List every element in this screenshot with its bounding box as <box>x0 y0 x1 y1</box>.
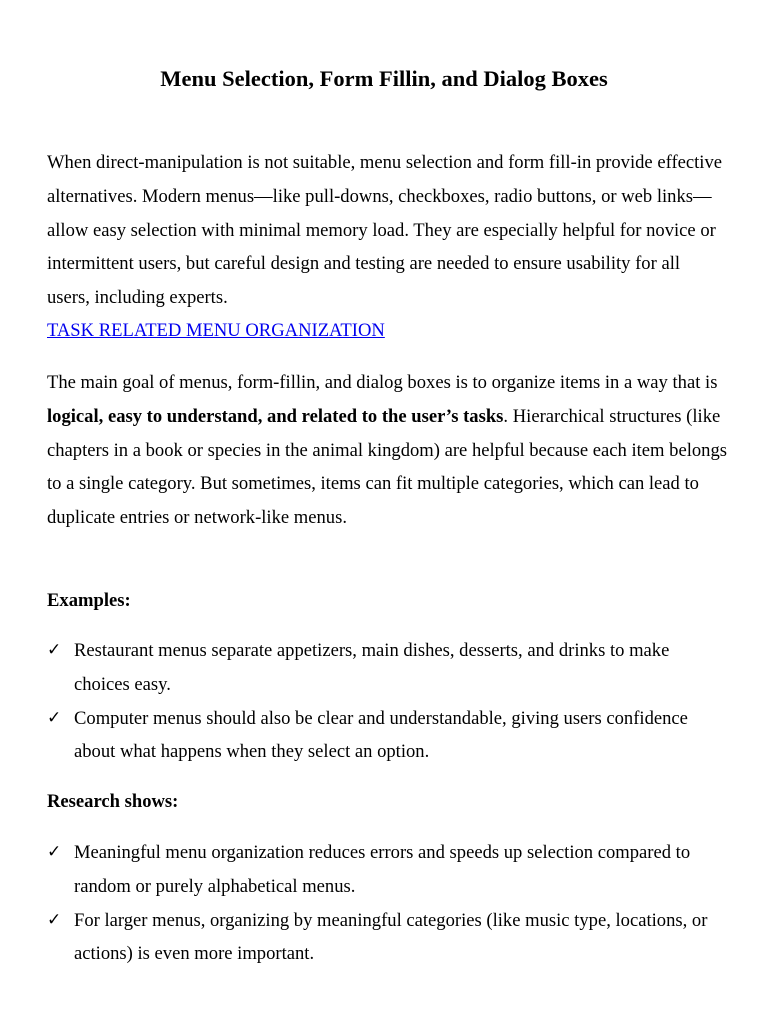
check-mark-icon: ✓ <box>47 707 62 728</box>
check-mark-icon: ✓ <box>47 909 62 930</box>
list-item <box>47 702 714 770</box>
research-list <box>47 836 727 971</box>
check-mark-icon: ✓ <box>47 640 62 660</box>
list-item-text: Computer menus should also be clear and understandable, giving users confidence about what happens when they select an option. <box>74 707 688 763</box>
goal-paragraph-text-before: The main goal of menus, form-fillin, and dialog boxes is to organize items in a way that is <box>47 372 718 393</box>
document-title: Menu Selection, Form Fillin, and Dialog Boxes <box>160 66 608 91</box>
list-item <box>47 836 714 904</box>
goal-paragraph-text-after: . Hierarchical structures (like chapters in a book or species in the animal kingdom) are helpful because each item belongs to a single category. But sometimes, items can fit multiple categories, which can lead to duplicate entries or network-like menus. <box>47 405 727 529</box>
intro-paragraph: When direct-manipulation is not suitable, menu selection and form fill-in provide effective alternatives. Modern menus—like pull-downs, checkboxes, radio buttons, or web links—allow easy selection with minimal memory load. They are especially helpful for novice or intermittent users, but careful design and testing are needed to ensure usability for all users, including experts. <box>47 152 723 309</box>
list-item-text: Meaningful menu organization reduces errors and speeds up selection compared to random or purely alphabetical menus. <box>74 842 691 897</box>
goal-paragraph <box>47 366 727 535</box>
section-link-task-related-menu-organization[interactable]: TASK RELATED MENU ORGANIZATION <box>47 320 385 341</box>
research-heading: Research shows: <box>47 791 179 812</box>
examples-list <box>47 634 727 769</box>
list-item-text: For larger menus, organizing by meaningful categories (like music type, locations, or actions) is even more important. <box>74 909 708 965</box>
list-item <box>47 634 714 702</box>
goal-paragraph-bold-text: logical, easy to understand, and related to the user’s tasks <box>47 405 504 427</box>
list-item-text: Restaurant menus separate appetizers, main dishes, desserts, and drinks to make choices easy. <box>74 640 670 695</box>
list-item <box>47 904 714 972</box>
check-mark-icon: ✓ <box>47 842 62 862</box>
examples-heading: Examples: <box>47 590 131 611</box>
